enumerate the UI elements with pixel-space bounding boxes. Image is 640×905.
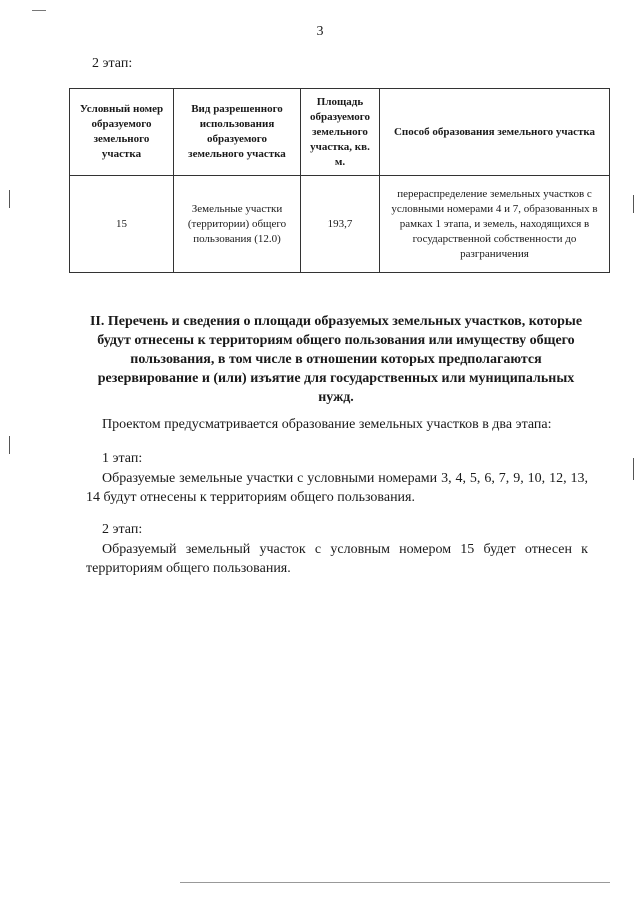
header-formation-method: Способ образования земельного участка [380, 89, 610, 176]
cell-permitted-use: Земельные участки (территории) общего пользования (12.0) [174, 176, 301, 273]
scan-edge-mark [9, 436, 10, 454]
footer-line [180, 882, 610, 883]
stage1-label: 1 этап: [102, 451, 143, 466]
cell-plot-number: 15 [70, 176, 174, 273]
land-plot-table [69, 88, 610, 273]
section-title: II. Перечень и сведения о площади образуемых земельных участков, которые будут отнесены к территориям общего пользования или имуществу общего пользования, в том числе в отношении которых предполагаются резервирование и (или) изъятие для государственных или муниципальных нужд. [89, 314, 583, 405]
page-number: 3 [316, 24, 324, 39]
table-row [70, 176, 610, 273]
scan-edge-mark [633, 458, 634, 480]
intro-paragraph: Проектом предусматривается образование земельных участков в два этапа: [102, 417, 552, 432]
header-plot-number: Условный номер образуемого земельного участка [70, 89, 174, 176]
cell-area: 193,7 [301, 176, 380, 273]
header-permitted-use: Вид разрешенного использования образуемого земельного участка [174, 89, 301, 176]
stage2-heading: 2 этап: [92, 56, 133, 71]
stage2-paragraph: Образуемый земельный участок с условным номером 15 будет отнесен к территориям общего пользования. [86, 542, 588, 576]
scan-edge-mark [633, 195, 634, 213]
header-area: Площадь образуемого земельного участка, кв. м. [301, 89, 380, 176]
table-header-row [70, 89, 610, 176]
scan-edge-mark [9, 190, 10, 208]
stage1-paragraph: Образуемые земельные участки с условными номерами 3, 4, 5, 6, 7, 9, 10, 12, 13, 14 будут отнесены к территориям общего пользования. [86, 471, 588, 505]
stage2-label: 2 этап: [102, 522, 143, 537]
cell-formation-method: перераспределение земельных участков с условными номерами 4 и 7, образованных в рамках 1 этапа, и земель, находящихся в государственной собственности до разграничения [380, 176, 610, 273]
scan-corner-mark [32, 10, 46, 11]
